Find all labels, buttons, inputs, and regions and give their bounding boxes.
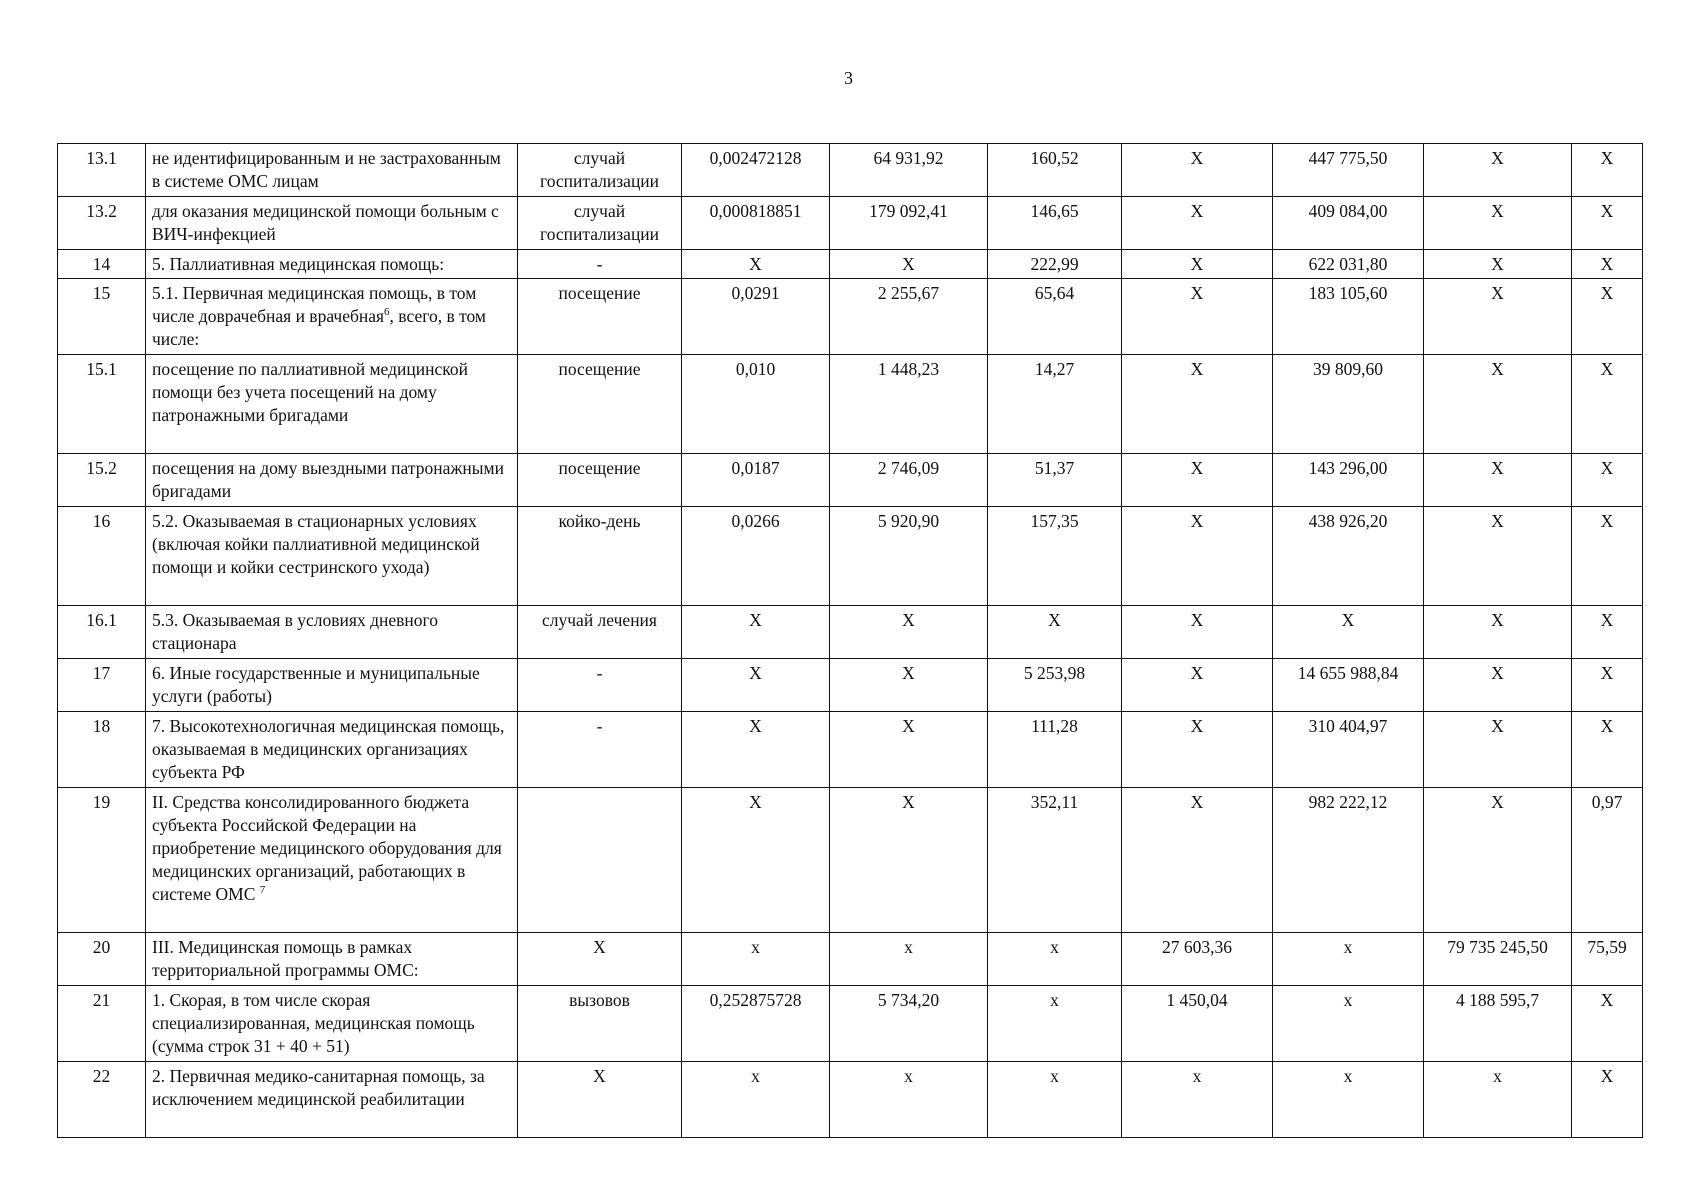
value-cell-6: Х	[1424, 144, 1572, 197]
value-cell-3: 65,64	[988, 279, 1122, 355]
value-cell-4: Х	[1122, 454, 1273, 507]
value-cell-2: 1 448,23	[830, 355, 988, 454]
row-name-text: посещения на дому выездными патронажными бригадами	[152, 458, 504, 501]
table-row	[58, 712, 1643, 788]
value-cell-6: Х	[1424, 606, 1572, 659]
row-number-cell: 13.1	[58, 144, 146, 197]
value-cell-6: Х	[1424, 788, 1572, 933]
unit-cell: случай госпитализации	[518, 197, 682, 250]
value-cell-1: 0,0187	[682, 454, 830, 507]
row-name-tail: , всего, в том числе:	[152, 306, 486, 349]
table-row	[58, 279, 1643, 355]
row-name-text: 2. Первичная медико-санитарная помощь, за исключением медицинской реабилитации	[152, 1066, 485, 1109]
value-cell-1: 0,002472128	[682, 144, 830, 197]
value-cell-1: 0,0266	[682, 507, 830, 606]
row-number-cell: 22	[58, 1062, 146, 1138]
value-cell-2: х	[830, 933, 988, 986]
unit-cell: -	[518, 712, 682, 788]
value-cell-7: Х	[1572, 1062, 1643, 1138]
value-cell-1: 0,0291	[682, 279, 830, 355]
value-cell-1: 0,000818851	[682, 197, 830, 250]
table-row	[58, 144, 1643, 197]
value-cell-5: Х	[1273, 606, 1424, 659]
row-name-cell	[146, 788, 518, 933]
value-cell-7: 0,97	[1572, 788, 1643, 933]
value-cell-5: х	[1273, 933, 1424, 986]
value-cell-2: Х	[830, 712, 988, 788]
table-body	[58, 144, 1643, 1138]
row-name-cell	[146, 606, 518, 659]
value-cell-2: 179 092,41	[830, 197, 988, 250]
table-row	[58, 454, 1643, 507]
value-cell-2: 2 746,09	[830, 454, 988, 507]
row-number-cell: 15.2	[58, 454, 146, 507]
value-cell-7: Х	[1572, 606, 1643, 659]
page-number: 3	[844, 68, 853, 88]
value-cell-6: Х	[1424, 355, 1572, 454]
row-name-text: 5.2. Оказываемая в стационарных условиях (включая койки паллиативной медицинской помощи и койки сестринского ухода)	[152, 511, 480, 577]
row-name-cell	[146, 659, 518, 712]
value-cell-2: Х	[830, 788, 988, 933]
footnote-ref: 7	[259, 884, 266, 896]
value-cell-4: 27 603,36	[1122, 933, 1273, 986]
value-cell-1: 0,252875728	[682, 986, 830, 1062]
value-cell-5: 14 655 988,84	[1273, 659, 1424, 712]
value-cell-7: Х	[1572, 659, 1643, 712]
row-number-cell: 19	[58, 788, 146, 933]
financing-table	[57, 143, 1643, 1138]
row-number-cell: 13.2	[58, 197, 146, 250]
value-cell-2: 64 931,92	[830, 144, 988, 197]
table-row	[58, 659, 1643, 712]
value-cell-3: 222,99	[988, 250, 1122, 279]
value-cell-5: 982 222,12	[1273, 788, 1424, 933]
value-cell-2: 5 734,20	[830, 986, 988, 1062]
unit-cell: случай лечения	[518, 606, 682, 659]
value-cell-4: Х	[1122, 507, 1273, 606]
row-number-cell: 15	[58, 279, 146, 355]
table-row	[58, 1062, 1643, 1138]
unit-cell: койко-день	[518, 507, 682, 606]
value-cell-2: Х	[830, 606, 988, 659]
unit-cell: случай госпитализации	[518, 144, 682, 197]
unit-cell: -	[518, 250, 682, 279]
value-cell-4: Х	[1122, 355, 1273, 454]
row-name-cell	[146, 279, 518, 355]
row-number-cell: 14	[58, 250, 146, 279]
value-cell-6: Х	[1424, 197, 1572, 250]
value-cell-5: 447 775,50	[1273, 144, 1424, 197]
value-cell-7: Х	[1572, 986, 1643, 1062]
value-cell-4: Х	[1122, 250, 1273, 279]
row-name-text: III. Медицинская помощь в рамках территориальной программы ОМС:	[152, 937, 419, 980]
value-cell-7: Х	[1572, 507, 1643, 606]
table-row	[58, 606, 1643, 659]
table-row	[58, 250, 1643, 279]
row-number-cell: 16.1	[58, 606, 146, 659]
value-cell-2: 2 255,67	[830, 279, 988, 355]
row-name-text: не идентифицированным и не застрахованным в системе ОМС лицам	[152, 148, 501, 191]
value-cell-1: 0,010	[682, 355, 830, 454]
value-cell-2: х	[830, 1062, 988, 1138]
table-row	[58, 197, 1643, 250]
value-cell-3: 146,65	[988, 197, 1122, 250]
row-name-text: 5.1. Первичная медицинская помощь, в том числе доврачебная и врачебная	[152, 283, 477, 326]
unit-cell: -	[518, 659, 682, 712]
value-cell-6: Х	[1424, 507, 1572, 606]
value-cell-3: 111,28	[988, 712, 1122, 788]
value-cell-3: 160,52	[988, 144, 1122, 197]
value-cell-6: Х	[1424, 279, 1572, 355]
value-cell-5: 438 926,20	[1273, 507, 1424, 606]
unit-cell: Х	[518, 933, 682, 986]
value-cell-4: Х	[1122, 659, 1273, 712]
value-cell-5: х	[1273, 986, 1424, 1062]
row-name-cell	[146, 1062, 518, 1138]
value-cell-6: 4 188 595,7	[1424, 986, 1572, 1062]
row-number-cell: 20	[58, 933, 146, 986]
value-cell-4: Х	[1122, 144, 1273, 197]
value-cell-5: 310 404,97	[1273, 712, 1424, 788]
row-name-text: для оказания медицинской помощи больным с ВИЧ-инфекцией	[152, 201, 499, 244]
row-number-cell: 17	[58, 659, 146, 712]
value-cell-3: х	[988, 933, 1122, 986]
row-name-text: 5.3. Оказываемая в условиях дневного стационара	[152, 610, 438, 653]
value-cell-1: Х	[682, 606, 830, 659]
row-name-cell	[146, 507, 518, 606]
value-cell-1: Х	[682, 788, 830, 933]
value-cell-5: 409 084,00	[1273, 197, 1424, 250]
value-cell-5: 143 296,00	[1273, 454, 1424, 507]
row-name-text: II. Средства консолидированного бюджета субъекта Российской Федерации на приобретение медицинского оборудования для медицинских организаций, работающих в системе ОМС	[152, 792, 502, 904]
row-name-cell	[146, 250, 518, 279]
table-row	[58, 986, 1643, 1062]
value-cell-1: Х	[682, 659, 830, 712]
value-cell-2: Х	[830, 250, 988, 279]
row-name-cell	[146, 355, 518, 454]
footnote-ref: 6	[384, 306, 390, 318]
value-cell-7: 75,59	[1572, 933, 1643, 986]
value-cell-3: х	[988, 1062, 1122, 1138]
value-cell-1: х	[682, 1062, 830, 1138]
value-cell-3: Х	[988, 606, 1122, 659]
row-name-cell	[146, 986, 518, 1062]
value-cell-3: 352,11	[988, 788, 1122, 933]
table-row	[58, 507, 1643, 606]
row-name-cell	[146, 144, 518, 197]
row-name-text: 1. Скорая, в том числе скорая специализированная, медицинская помощь (сумма строк 31 + 40 + 51)	[152, 990, 475, 1056]
value-cell-6: 79 735 245,50	[1424, 933, 1572, 986]
value-cell-6: Х	[1424, 712, 1572, 788]
value-cell-7: Х	[1572, 355, 1643, 454]
unit-cell	[518, 788, 682, 933]
value-cell-5: х	[1273, 1062, 1424, 1138]
unit-cell: вызовов	[518, 986, 682, 1062]
value-cell-3: 5 253,98	[988, 659, 1122, 712]
value-cell-3: 51,37	[988, 454, 1122, 507]
row-name-text: 6. Иные государственные и муниципальные услуги (работы)	[152, 663, 480, 706]
value-cell-4: Х	[1122, 606, 1273, 659]
value-cell-3: 14,27	[988, 355, 1122, 454]
value-cell-7: Х	[1572, 454, 1643, 507]
row-number-cell: 21	[58, 986, 146, 1062]
value-cell-7: Х	[1572, 197, 1643, 250]
value-cell-5: 183 105,60	[1273, 279, 1424, 355]
value-cell-1: х	[682, 933, 830, 986]
value-cell-1: Х	[682, 250, 830, 279]
unit-cell: посещение	[518, 355, 682, 454]
value-cell-1: Х	[682, 712, 830, 788]
value-cell-4: Х	[1122, 788, 1273, 933]
value-cell-2: 5 920,90	[830, 507, 988, 606]
table-row	[58, 933, 1643, 986]
value-cell-6: х	[1424, 1062, 1572, 1138]
unit-cell: посещение	[518, 279, 682, 355]
table-row	[58, 355, 1643, 454]
unit-cell: Х	[518, 1062, 682, 1138]
row-name-cell	[146, 454, 518, 507]
value-cell-4: Х	[1122, 279, 1273, 355]
value-cell-7: Х	[1572, 250, 1643, 279]
row-number-cell: 18	[58, 712, 146, 788]
row-name-text: 5. Паллиативная медицинская помощь:	[152, 254, 445, 274]
value-cell-5: 39 809,60	[1273, 355, 1424, 454]
value-cell-3: 157,35	[988, 507, 1122, 606]
table-row	[58, 788, 1643, 933]
row-number-cell: 15.1	[58, 355, 146, 454]
row-number-cell: 16	[58, 507, 146, 606]
value-cell-7: Х	[1572, 712, 1643, 788]
value-cell-3: х	[988, 986, 1122, 1062]
row-name-cell	[146, 933, 518, 986]
value-cell-4: Х	[1122, 197, 1273, 250]
value-cell-4: 1 450,04	[1122, 986, 1273, 1062]
value-cell-6: Х	[1424, 659, 1572, 712]
row-name-cell	[146, 197, 518, 250]
row-name-text: 7. Высокотехнологичная медицинская помощь, оказываемая в медицинских организациях субъекта РФ	[152, 716, 505, 782]
value-cell-6: Х	[1424, 454, 1572, 507]
value-cell-4: Х	[1122, 712, 1273, 788]
unit-cell: посещение	[518, 454, 682, 507]
row-name-cell	[146, 712, 518, 788]
row-name-text: посещение по паллиативной медицинской помощи без учета посещений на дому патронажными бригадами	[152, 359, 468, 425]
value-cell-4: х	[1122, 1062, 1273, 1138]
value-cell-7: Х	[1572, 279, 1643, 355]
value-cell-5: 622 031,80	[1273, 250, 1424, 279]
value-cell-6: Х	[1424, 250, 1572, 279]
value-cell-7: Х	[1572, 144, 1643, 197]
value-cell-2: Х	[830, 659, 988, 712]
